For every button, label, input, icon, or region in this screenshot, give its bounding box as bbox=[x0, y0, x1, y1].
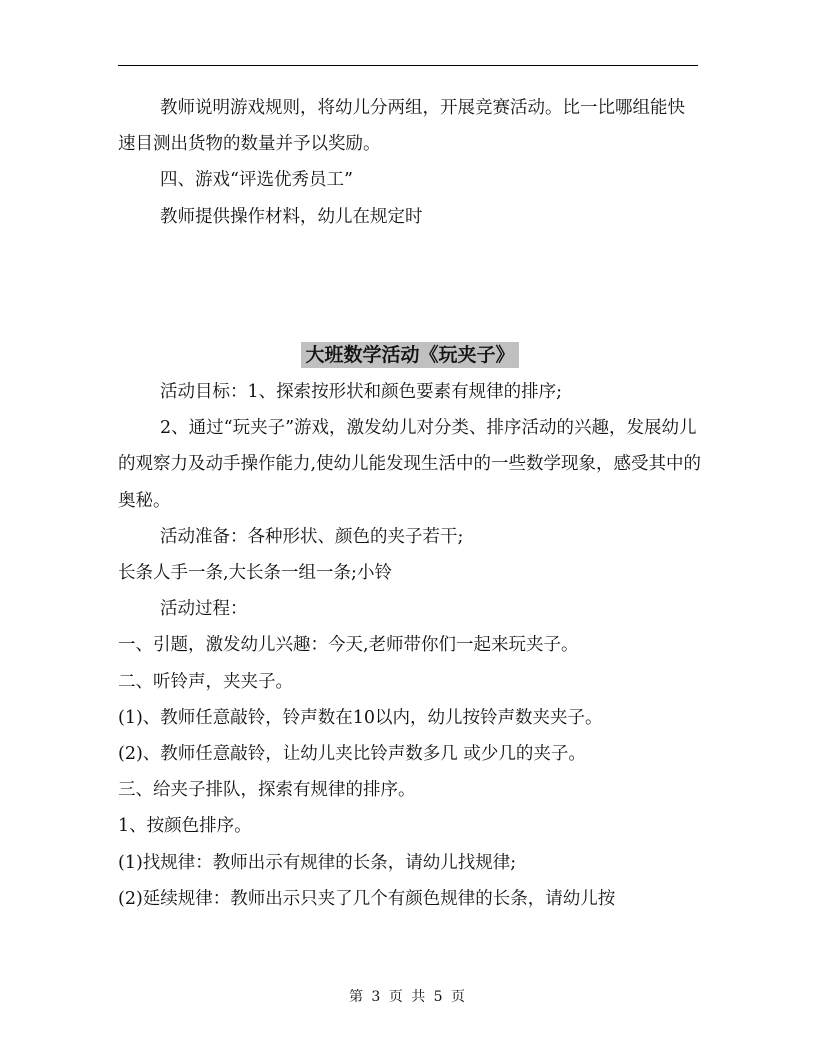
page-footer: 第 3 页 共 5 页 bbox=[348, 989, 468, 1005]
line-strips: 长条人手一条,大长条一组一条;小铃 bbox=[118, 563, 392, 584]
paragraph-objective-1: 活动目标：1、探索按形状和颜色要素有规律的排序; bbox=[160, 382, 563, 403]
line-step-2: 二、听铃声，夹夹子。 bbox=[118, 671, 293, 692]
paragraph-materials: 教师提供操作材料，幼儿在规定时 bbox=[160, 206, 423, 227]
line-step-3-1-1: (1)找规律：教师出示有规律的长条，请幼儿找规律; bbox=[118, 852, 517, 873]
line-process-heading: 活动过程： bbox=[160, 599, 248, 620]
document-title: 大班数学活动《玩夹子》 bbox=[301, 342, 518, 368]
header-rule bbox=[118, 65, 698, 66]
title-row bbox=[118, 338, 702, 374]
paragraph-game-heading: 四、游戏“评选优秀员工” bbox=[160, 170, 353, 191]
document-body bbox=[118, 90, 702, 917]
line-step-2-1: (1)、教师任意敲铃，铃声数在10以内，幼儿按铃声数夹夹子。 bbox=[118, 707, 603, 728]
section-gap bbox=[118, 235, 702, 338]
line-step-3-1: 1、按颜色排序。 bbox=[118, 816, 252, 837]
paragraph-objective-2: 2、通过“玩夹子”游戏，激发幼儿对分类、排序活动的兴趣，发展幼儿的观察力及动手操作能力,使幼儿能发现生活中的一些数学现象，感受其中的奥秘。 bbox=[118, 418, 702, 511]
line-step-3-1-2: (2)延续规律：教师出示只夹了几个有颜色规律的长条，请幼儿按 bbox=[118, 888, 616, 909]
line-step-2-2: (2)、教师任意敲铃，让幼儿夹比铃声数多几 或少几的夹子。 bbox=[118, 744, 586, 765]
paragraph-preparation: 活动准备：各种形状、颜色的夹子若干; bbox=[160, 526, 464, 547]
line-step-3: 三、给夹子排队，探索有规律的排序。 bbox=[118, 780, 416, 801]
paragraph-game-rules: 教师说明游戏规则，将幼儿分两组，开展竞赛活动。比一比哪组能快速目测出货物的数量并予以奖励。 bbox=[118, 98, 685, 155]
line-step-1: 一、引题，激发幼儿兴趣：今天,老师带你们一起来玩夹子。 bbox=[118, 635, 579, 656]
